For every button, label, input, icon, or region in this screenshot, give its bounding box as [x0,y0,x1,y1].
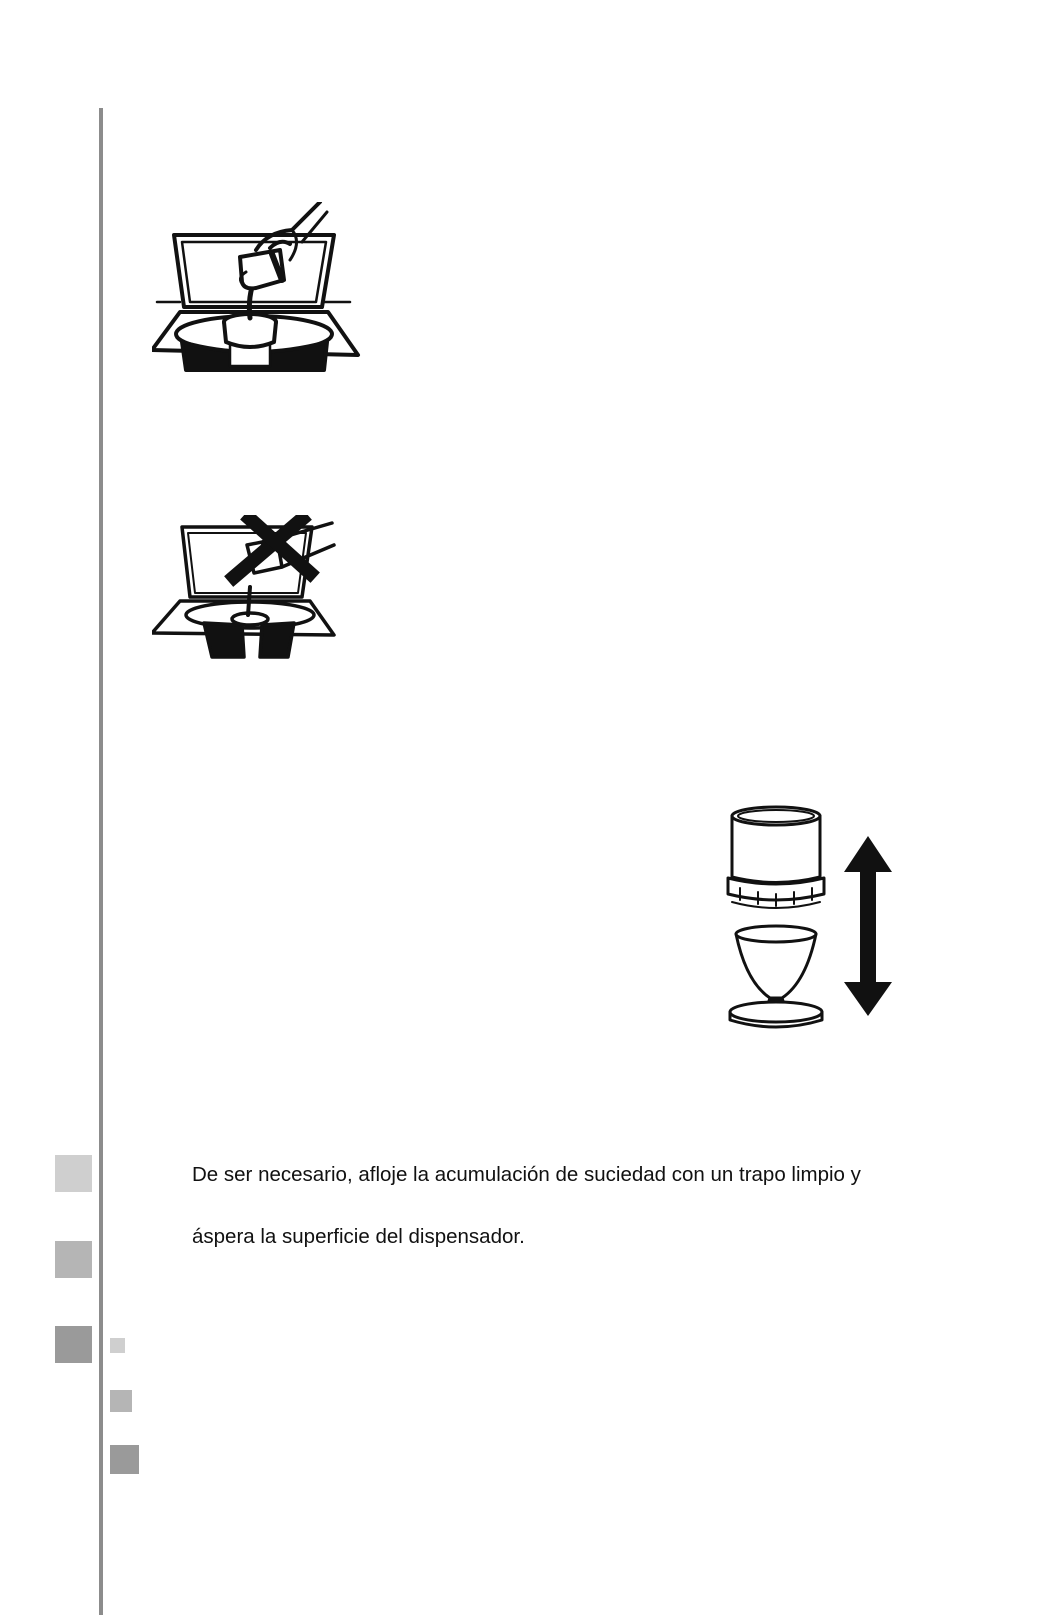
side-square-dark [55,1326,92,1363]
side-square-mid [55,1241,92,1278]
bullet-square-dark [110,1445,139,1474]
incorrect-pouring-illustration [152,515,342,660]
paragraph-line-1: De ser necesario, afloje la acumulación de suciedad con un trapo limpio y [192,1163,861,1186]
margin-rule [99,108,103,1615]
paragraph-line-2: áspera la superficie del dispensador. [192,1225,525,1248]
side-square-light [55,1155,92,1192]
bullet-square-mid [110,1390,132,1412]
bullet-square-light [110,1338,125,1353]
dispenser-parts-illustration [726,802,896,1037]
pouring-water-illustration [152,202,367,377]
